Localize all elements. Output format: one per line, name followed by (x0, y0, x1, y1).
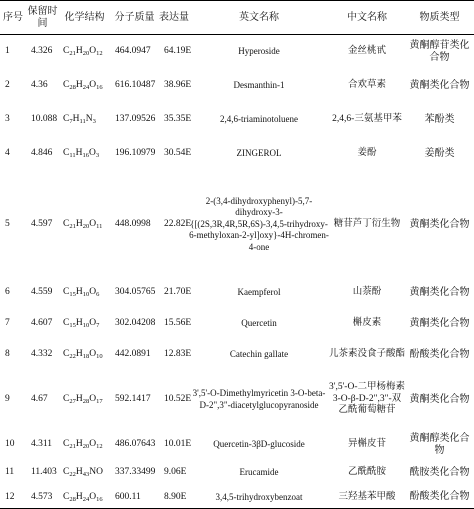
compound-class: 黄酮类化合物 (409, 393, 470, 405)
chinese-name: 儿茶素没食子酸酯 (329, 348, 406, 359)
row-number: 4 (5, 147, 10, 158)
molecular-mass: 464.0947 (115, 46, 151, 56)
chinese-name: 山萘酚 (352, 286, 382, 297)
row-number: 9 (5, 393, 10, 404)
english-name: Quercetin (241, 317, 277, 328)
table-row (0, 35, 474, 69)
table-row (0, 459, 474, 487)
molecular-mass: 592.1417 (115, 393, 151, 404)
chinese-name: 合欢草素 (347, 79, 386, 90)
row-number: 2 (5, 79, 10, 90)
compound-class: 酚酸类化合物 (409, 491, 470, 503)
chemical-formula: $C_{11}H_{16}O_3$ (63, 147, 100, 159)
retention-time: 4.36 (31, 79, 48, 90)
retention-time: 4.311 (31, 438, 53, 449)
compound-class: 姜酚类 (424, 147, 455, 159)
chemical-formula: $C_{15}H_{10}O_7$ (63, 317, 100, 329)
molecular-mass: 616.10487 (115, 79, 156, 90)
english-name: Catechin gallate (229, 348, 289, 359)
retention-time: 4.846 (31, 147, 53, 158)
chemical-formula: $C_{28}H_{24}O_{16}$ (63, 79, 103, 91)
molecular-mass: 600.11 (115, 491, 141, 502)
header-no: 序号 (3, 11, 23, 23)
chinese-name: 姜酚 (357, 147, 377, 158)
expression-level: 15.56E (164, 317, 192, 328)
row-number: 7 (5, 317, 10, 328)
header-english-name: 英文名称 (239, 11, 279, 23)
expression-level: 10.52E (164, 393, 192, 404)
english-name: Desmanthin-1 (233, 79, 285, 90)
retention-time: 10.088 (31, 113, 58, 124)
english-name: ZINGEROL (236, 147, 282, 158)
header-row (0, 1, 474, 35)
chinese-name: 乙酰酰胺 (347, 466, 386, 477)
chinese-name: 三羟基苯甲酸 (338, 491, 396, 502)
molecular-mass: 337.33499 (115, 466, 156, 477)
chemical-formula: $C_{28}H_{24}O_{16}$ (63, 491, 103, 503)
expression-level: 10.01E (164, 438, 192, 449)
table-row (0, 369, 474, 431)
retention-time: 4.573 (31, 491, 53, 502)
expression-level: 21.70E (164, 286, 192, 297)
retention-time: 4.559 (31, 286, 53, 297)
chinese-name: 糖苷芦丁衍生物 (333, 218, 401, 229)
english-name: 3,4,5-trihydroxybenzoat (215, 491, 303, 502)
english-name: Hyperoside (238, 46, 280, 57)
expression-level: 8.90E (164, 491, 187, 502)
chemical-formula: $C_{21}H_{20}O_{12}$ (63, 46, 103, 57)
table-row (0, 103, 474, 137)
row-number: 11 (5, 466, 15, 477)
compound-class: 酰胺类化合物 (409, 466, 470, 478)
header-compound-class: 物质类型 (419, 11, 460, 23)
row-number: 10 (5, 438, 15, 449)
chemical-formula: $C_{15}H_{10}O_6$ (63, 286, 100, 298)
compound-class: 酚酸类化合物 (409, 348, 470, 360)
compound-class: 黄酮醇类化合物 (409, 432, 470, 456)
chemical-formula: $C_{22}H_{43}NO$ (63, 466, 103, 478)
compound-class: 黄酮类化合物 (409, 218, 470, 230)
chemical-formula: $C_7H_{11}N_3$ (63, 113, 96, 125)
expression-level: 38.96E (164, 79, 192, 90)
expression-level: 64.19E (164, 46, 192, 56)
table-row (0, 341, 474, 369)
retention-time: 11.403 (31, 466, 57, 477)
row-number: 1 (5, 46, 10, 56)
expression-level: 35.35E (164, 113, 192, 124)
table-row (0, 171, 474, 279)
header-expression: 表达量 (159, 11, 189, 23)
chemical-formula: $C_{22}H_{18}O_{10}$ (63, 348, 103, 360)
table-row (0, 307, 474, 341)
chinese-name: 2,4,6-三氨基甲苯 (332, 113, 402, 124)
table-row (0, 137, 474, 171)
english-name: Erucamide (239, 466, 279, 477)
retention-time: 4.607 (31, 317, 53, 328)
expression-level: 30.54E (164, 147, 192, 158)
chinese-name: 3',5'-O-二甲杨梅素3-O-β-D-2",3"-双乙酰葡萄糖苷 (329, 382, 405, 416)
row-number: 6 (5, 286, 10, 297)
compound-class: 黄酮醇苷类化合物 (409, 39, 470, 63)
molecular-mass: 486.07643 (115, 438, 156, 449)
molecular-mass: 304.05765 (115, 286, 156, 297)
molecular-mass: 302.04208 (115, 317, 156, 328)
retention-time: 4.67 (31, 393, 48, 404)
english-name: Quercetin-3βD-glucoside (213, 438, 305, 449)
header-retention-time: 保留时间 (27, 5, 58, 29)
row-number: 3 (5, 113, 10, 124)
molecular-mass: 137.09526 (115, 113, 156, 124)
chinese-name: 槲皮素 (352, 317, 382, 328)
table-row (0, 279, 474, 307)
retention-time: 4.326 (31, 46, 53, 56)
table-row (0, 69, 474, 103)
english-name: 2-(3,4-dihydroxyphenyl)-5,7-dihydroxy-3-{[(2S,3R,4R,5R,6S)-3,4,5-trihydroxy-6-methyloxan-2-yl]oxy}-4H-chromen-4-one (189, 195, 329, 252)
expression-level: 12.83E (164, 348, 192, 359)
compound-class: 黄酮类化合物 (409, 79, 470, 91)
compound-class: 苯酚类 (424, 113, 455, 125)
english-name: 2,4,6-triaminotoluene (220, 113, 298, 124)
chinese-name: 异槲皮苷 (347, 438, 386, 449)
compound-class: 黄酮类化合物 (409, 317, 470, 329)
english-name: Kaempferol (237, 286, 281, 297)
chinese-name: 金丝桃甙 (347, 46, 386, 56)
molecular-mass: 448.0998 (115, 218, 151, 229)
header-chinese-name: 中文名称 (347, 11, 387, 23)
chemical-formula: $C_{27}H_{28}O_{17}$ (63, 393, 103, 405)
row-number: 5 (5, 218, 10, 229)
header-structure: 化学结构 (64, 11, 105, 23)
molecular-mass: 442.0891 (115, 348, 151, 359)
table-row (0, 431, 474, 459)
chemical-formula: $C_{21}H_{20}O_{12}$ (63, 438, 103, 450)
row-number: 8 (5, 348, 10, 359)
chemical-formula: $C_{21}H_{20}O_{11}$ (63, 218, 103, 230)
expression-level: 22.82E (164, 218, 192, 229)
retention-time: 4.332 (31, 348, 53, 359)
retention-time: 4.597 (31, 218, 53, 229)
molecular-mass: 196.10979 (115, 147, 156, 158)
expression-level: 9.06E (164, 466, 187, 477)
header-molecular-mass: 分子质量 (114, 11, 155, 23)
row-number: 12 (5, 491, 15, 502)
table-row (0, 487, 474, 509)
english-name: 3',5'-O-Dimethylmyricetin 3-O-beta-D-2",3"-diacetylglucopyranoside (192, 388, 326, 410)
compound-class: 黄酮类化合物 (409, 286, 470, 298)
